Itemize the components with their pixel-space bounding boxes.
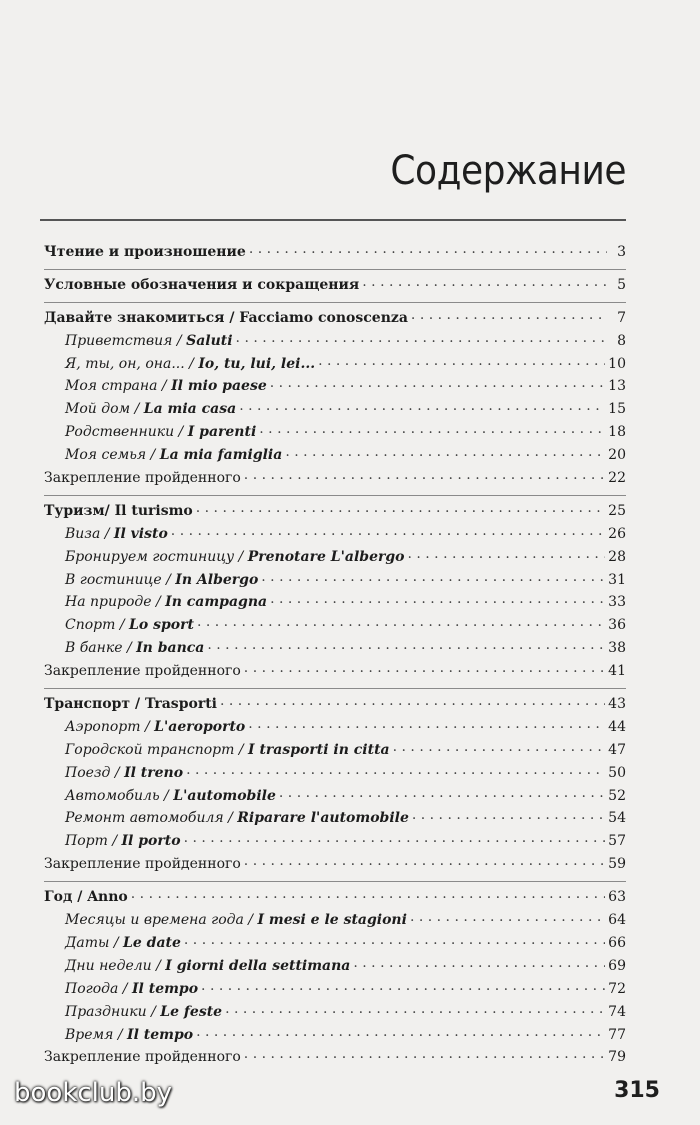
toc-chapter-entry bbox=[44, 693, 626, 716]
leader-dots bbox=[197, 615, 605, 629]
entry-title bbox=[65, 375, 267, 398]
leader-dots bbox=[261, 570, 605, 584]
leader-dots bbox=[244, 854, 605, 868]
toc-section bbox=[44, 302, 626, 490]
entry-page-number: 28 bbox=[608, 548, 626, 565]
entry-page-number: 13 bbox=[608, 378, 626, 395]
entry-title-italian: Saluti bbox=[186, 332, 233, 349]
toc-subentry bbox=[44, 1024, 626, 1047]
entry-page-number: 44 bbox=[608, 718, 626, 735]
entry-title-italian: In Albergo bbox=[175, 571, 259, 588]
entry-page-number: 20 bbox=[608, 447, 626, 464]
toc-subentry bbox=[44, 546, 626, 569]
entry-page-number: 57 bbox=[608, 833, 626, 850]
toc-subentry bbox=[44, 637, 626, 660]
leader-dots bbox=[244, 1047, 605, 1061]
entry-title-russian: Моя страна / bbox=[65, 378, 172, 395]
toc-subentry bbox=[44, 762, 626, 785]
entry-page-number: 72 bbox=[608, 980, 626, 997]
leader-dots bbox=[239, 399, 605, 413]
toc-review-entry bbox=[44, 853, 626, 876]
toc-subentry bbox=[44, 375, 626, 398]
entry-title-italian: Io, tu, lui, lei... bbox=[198, 355, 316, 372]
entry-title: Закрепление пройденного bbox=[44, 1049, 241, 1066]
entry-title-russian: Ремонт автомобиля / bbox=[65, 810, 238, 827]
entry-title bbox=[65, 523, 168, 546]
entry-title-russian: Месяцы и времена года / bbox=[65, 912, 258, 929]
entry-title-italian: In campagna bbox=[165, 594, 268, 611]
toc-subentry bbox=[44, 909, 626, 932]
leader-dots bbox=[249, 242, 607, 256]
entry-title-russian: Моя семья / bbox=[65, 447, 160, 464]
entry-title-italian: Il treno bbox=[124, 764, 184, 781]
leader-dots bbox=[279, 786, 605, 800]
entry-title-russian: Родственники / bbox=[65, 424, 188, 441]
toc-subentry bbox=[44, 614, 626, 637]
entry-title-russian: В гостинице / bbox=[65, 571, 176, 588]
toc-subentry bbox=[44, 330, 626, 353]
entry-page-number: 63 bbox=[608, 889, 626, 906]
entry-title bbox=[65, 421, 256, 444]
toc-subentry bbox=[44, 421, 626, 444]
entry-title-italian: Le date bbox=[123, 934, 181, 951]
entry-title-russian: Мой дом / bbox=[65, 401, 144, 418]
toc-subentry bbox=[44, 569, 626, 592]
entry-page-number: 41 bbox=[608, 663, 626, 680]
entry-title: Транспорт / Trasporti bbox=[44, 696, 217, 713]
entry-title bbox=[65, 637, 204, 660]
toc-section bbox=[44, 688, 626, 876]
leader-dots bbox=[196, 501, 605, 515]
entry-title-russian: На природе / bbox=[65, 594, 166, 611]
leader-dots bbox=[412, 808, 605, 822]
entry-title-italian: I parenti bbox=[187, 424, 257, 441]
entry-title-italian: Lo sport bbox=[129, 617, 194, 634]
entry-title bbox=[65, 444, 282, 467]
entry-page-number: 79 bbox=[608, 1049, 626, 1066]
leader-dots bbox=[171, 524, 605, 538]
entry-title bbox=[65, 932, 181, 955]
leader-dots bbox=[285, 445, 605, 459]
entry-title-italian: L'aeroporto bbox=[154, 718, 246, 735]
entry-page-number: 31 bbox=[608, 571, 626, 588]
entry-title bbox=[65, 739, 390, 762]
toc-subentry bbox=[44, 978, 626, 1001]
leader-dots bbox=[411, 308, 607, 322]
entry-title-russian: Даты / bbox=[65, 934, 124, 951]
entry-page-number: 38 bbox=[608, 640, 626, 657]
leader-dots bbox=[207, 638, 605, 652]
entry-page-number: 18 bbox=[608, 424, 626, 441]
watermark-site: bookclub.by bbox=[14, 1078, 173, 1108]
entry-title-russian: Бронируем гостиницу / bbox=[65, 548, 248, 565]
entry-title-italian: In banca bbox=[136, 640, 205, 657]
leader-dots bbox=[220, 694, 605, 708]
toc-subentry bbox=[44, 739, 626, 762]
entry-title-italian: Riparare l'automobile bbox=[237, 810, 409, 827]
entry-title: Условные обозначения и сокращения bbox=[44, 276, 360, 293]
leader-dots bbox=[244, 468, 605, 482]
entry-title bbox=[65, 1001, 222, 1024]
entry-title bbox=[65, 330, 233, 353]
toc-subentry bbox=[44, 932, 626, 955]
entry-page-number: 69 bbox=[608, 957, 626, 974]
entry-page-number: 25 bbox=[608, 502, 626, 519]
entry-title: Давайте знакомиться / Facciamo conoscenza bbox=[44, 309, 408, 326]
entry-page-number: 22 bbox=[608, 470, 626, 487]
entry-title bbox=[65, 762, 183, 785]
entry-title bbox=[65, 398, 236, 421]
entry-title-russian: Приветствия / bbox=[65, 332, 187, 349]
entry-page-number: 10 bbox=[608, 355, 626, 372]
entry-title-russian: Праздники / bbox=[65, 1003, 161, 1020]
leader-dots bbox=[393, 740, 606, 754]
entry-page-number: 74 bbox=[608, 1003, 626, 1020]
toc-subentry bbox=[44, 1001, 626, 1024]
entry-title-italian: Il visto bbox=[113, 525, 168, 542]
toc-subentry bbox=[44, 523, 626, 546]
entry-page-number: 52 bbox=[608, 787, 626, 804]
entry-page-number: 59 bbox=[608, 856, 626, 873]
toc-subentry bbox=[44, 353, 626, 376]
entry-title bbox=[65, 591, 267, 614]
leader-dots bbox=[184, 831, 606, 845]
entry-title bbox=[65, 909, 407, 932]
entry-page-number: 8 bbox=[617, 332, 626, 349]
toc-chapter-entry bbox=[44, 886, 626, 909]
entry-page-number: 50 bbox=[608, 764, 626, 781]
entry-title-italian: Il tempo bbox=[127, 1026, 194, 1043]
toc-chapter-entry bbox=[44, 500, 626, 523]
leader-dots bbox=[131, 887, 605, 901]
entry-title bbox=[65, 546, 404, 569]
toc-subentry bbox=[44, 785, 626, 808]
toc-subentry bbox=[44, 807, 626, 830]
entry-title: Закрепление пройденного bbox=[44, 470, 241, 487]
entry-title bbox=[65, 785, 276, 808]
leader-dots bbox=[201, 979, 605, 993]
entry-title bbox=[65, 955, 350, 978]
entry-title-russian: Поезд / bbox=[65, 764, 125, 781]
entry-page-number: 33 bbox=[608, 594, 626, 611]
entry-title-russian: Погода / bbox=[65, 980, 132, 997]
toc-subentry bbox=[44, 955, 626, 978]
entry-title bbox=[65, 353, 315, 376]
entry-title-italian: Il mio paese bbox=[171, 378, 267, 395]
leader-dots bbox=[244, 661, 605, 675]
leader-dots bbox=[248, 717, 605, 731]
entry-title: Год / Anno bbox=[44, 889, 128, 906]
entry-title-italian: I mesi e le stagioni bbox=[257, 912, 407, 929]
entry-page-number: 64 bbox=[608, 912, 626, 929]
table-of-contents bbox=[44, 241, 626, 1069]
entry-title-italian: La mia casa bbox=[143, 401, 237, 418]
entry-title-russian: Городской транспорт / bbox=[65, 741, 249, 758]
leader-dots bbox=[270, 376, 605, 390]
page-title: Содержание bbox=[390, 148, 626, 194]
toc-section bbox=[44, 881, 626, 1069]
entry-page-number: 5 bbox=[617, 276, 626, 293]
entry-title: Закрепление пройденного bbox=[44, 663, 241, 680]
entry-title bbox=[65, 807, 409, 830]
entry-title-italian: Il tempo bbox=[131, 980, 199, 997]
entry-page-number: 7 bbox=[617, 309, 626, 326]
entry-title bbox=[65, 830, 181, 853]
leader-dots bbox=[270, 592, 605, 606]
entry-title bbox=[65, 716, 245, 739]
entry-title bbox=[65, 569, 258, 592]
page-number: 315 bbox=[614, 1078, 660, 1103]
entry-page-number: 43 bbox=[608, 696, 626, 713]
leader-dots bbox=[196, 1025, 605, 1039]
entry-title-italian: Prenotare L'albergo bbox=[247, 548, 405, 565]
entry-title-russian: Время / bbox=[65, 1026, 128, 1043]
entry-title-italian: I trasporti in citta bbox=[248, 741, 390, 758]
entry-title-russian: Спорт / bbox=[65, 617, 130, 634]
entry-title: Туризм/ Il turismo bbox=[44, 502, 193, 519]
leader-dots bbox=[410, 910, 605, 924]
toc-chapter-entry bbox=[44, 241, 626, 264]
entry-title-russian: Аэропорт / bbox=[65, 718, 155, 735]
entry-title-italian: L'automobile bbox=[173, 787, 276, 804]
entry-page-number: 66 bbox=[608, 934, 626, 951]
entry-title: Закрепление пройденного bbox=[44, 856, 241, 873]
toc-section bbox=[44, 241, 626, 264]
entry-title bbox=[65, 978, 198, 1001]
toc-review-entry bbox=[44, 1046, 626, 1069]
leader-dots bbox=[186, 763, 605, 777]
entry-title: Чтение и произношение bbox=[44, 244, 246, 260]
entry-title-russian: Виза / bbox=[65, 525, 114, 542]
title-divider bbox=[40, 219, 626, 221]
toc-review-entry bbox=[44, 467, 626, 490]
toc-section bbox=[44, 269, 626, 297]
entry-page-number: 3 bbox=[617, 244, 626, 260]
leader-dots bbox=[184, 933, 605, 947]
toc-subentry bbox=[44, 444, 626, 467]
entry-title-russian: Дни недели / bbox=[65, 957, 166, 974]
entry-title-italian: La mia famiglia bbox=[159, 447, 283, 464]
entry-title-russian: В банке / bbox=[65, 640, 137, 657]
leader-dots bbox=[407, 547, 605, 561]
toc-review-entry bbox=[44, 660, 626, 683]
toc-subentry bbox=[44, 591, 626, 614]
leader-dots bbox=[259, 422, 605, 436]
toc-subentry bbox=[44, 398, 626, 421]
entry-title bbox=[65, 614, 194, 637]
entry-page-number: 36 bbox=[608, 617, 626, 634]
leader-dots bbox=[225, 1002, 605, 1016]
toc-section bbox=[44, 495, 626, 683]
toc-chapter-entry bbox=[44, 274, 626, 297]
toc-chapter-entry bbox=[44, 307, 626, 330]
leader-dots bbox=[353, 956, 605, 970]
leader-dots bbox=[362, 275, 607, 289]
entry-title-russian: Порт / bbox=[65, 833, 122, 850]
entry-title-russian: Автомобиль / bbox=[65, 787, 174, 804]
entry-title bbox=[65, 1024, 193, 1047]
entry-page-number: 26 bbox=[608, 525, 626, 542]
entry-page-number: 47 bbox=[608, 741, 626, 758]
entry-page-number: 77 bbox=[608, 1026, 626, 1043]
leader-dots bbox=[236, 331, 607, 345]
entry-title-russian: Я, ты, он, она... / bbox=[65, 355, 199, 372]
leader-dots bbox=[318, 354, 605, 368]
entry-title-italian: Il porto bbox=[121, 833, 181, 850]
entry-page-number: 15 bbox=[608, 401, 626, 418]
entry-title-italian: Le feste bbox=[160, 1003, 223, 1020]
entry-page-number: 54 bbox=[608, 810, 626, 827]
entry-title-italian: I giorni della settimana bbox=[165, 957, 351, 974]
toc-subentry bbox=[44, 830, 626, 853]
toc-subentry bbox=[44, 716, 626, 739]
